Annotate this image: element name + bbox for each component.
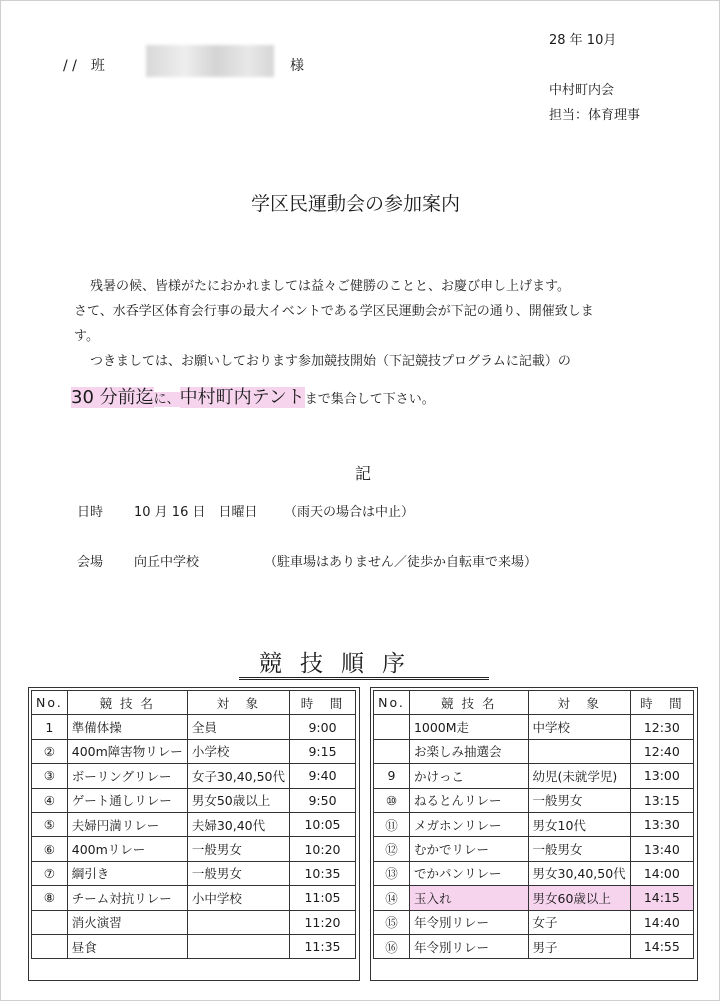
table-row	[374, 788, 694, 812]
table-row	[32, 715, 356, 739]
event-target: 女子30,40,50代	[187, 764, 289, 788]
event-no: ⑫	[374, 837, 410, 861]
event-name: 玉入れ	[409, 886, 528, 910]
venue-label: 会場	[77, 555, 104, 570]
event-target: 全員	[187, 715, 289, 739]
table-row	[374, 764, 694, 788]
table-header-row	[32, 691, 356, 715]
event-no: 1	[32, 715, 68, 739]
event-name: でかパンリレー	[409, 861, 528, 885]
header-no: No.	[374, 691, 410, 715]
event-time: 9:00	[289, 715, 355, 739]
event-target: 一般男女	[187, 837, 289, 861]
event-no: ⑪	[374, 812, 410, 836]
event-name: むかでリレー	[409, 837, 528, 861]
body-line-3: す。	[74, 329, 99, 344]
event-name: 1000M走	[409, 715, 528, 739]
program-title: 競技順序	[259, 651, 423, 677]
datetime-label: 日時	[77, 505, 104, 520]
redacted-name	[146, 45, 274, 77]
table-row	[32, 837, 356, 861]
venue-note: （駐車場はありません／徒歩か自転車で来場）	[264, 555, 538, 570]
event-no: ⑧	[32, 886, 68, 910]
table-row	[32, 910, 356, 934]
event-name: ゲート通しリレー	[67, 788, 187, 812]
table-row	[32, 861, 356, 885]
event-no: ⑤	[32, 812, 68, 836]
highlight-connector: に、	[153, 392, 180, 407]
contact-person: 担当：体育理事	[549, 108, 641, 123]
event-time: 11:05	[289, 886, 355, 910]
header-time: 時 間	[289, 691, 355, 715]
program-title-underline	[239, 677, 489, 680]
header-time: 時 間	[630, 691, 693, 715]
table-row	[32, 812, 356, 836]
event-target: 一般男女	[528, 788, 630, 812]
sender-name: 中村町内会	[549, 83, 615, 98]
event-no: ⑭	[374, 886, 410, 910]
event-target: 小学校	[187, 739, 289, 763]
event-name: 400mリレー	[67, 837, 187, 861]
event-name: 夫婦円満リレー	[67, 812, 187, 836]
table-row	[374, 934, 694, 958]
event-target: 幼児(未就学児)	[528, 764, 630, 788]
event-target: 一般男女	[187, 861, 289, 885]
highlight-place: 中村町内テント	[179, 387, 305, 408]
event-time: 13:40	[630, 837, 693, 861]
highlight-time: 30 分前迄	[71, 387, 154, 408]
event-name: 年令別リレー	[409, 934, 528, 958]
event-time: 11:20	[289, 910, 355, 934]
table-row-highlighted	[374, 886, 694, 910]
event-time: 14:15	[630, 886, 693, 910]
body-line-1: 残暑の候、皆様がたにおかれましては益々ご健勝のことと、お慶び申し上げます。	[90, 279, 570, 294]
table-row	[374, 715, 694, 739]
event-target: 男女60歳以上	[528, 886, 630, 910]
table-row	[374, 861, 694, 885]
event-no: ②	[32, 739, 68, 763]
table-row	[374, 739, 694, 763]
event-no: 9	[374, 764, 410, 788]
event-name: お楽しみ抽選会	[409, 739, 528, 763]
event-name: メガホンリレー	[409, 812, 528, 836]
event-name: ねるとんリレー	[409, 788, 528, 812]
event-time: 14:55	[630, 934, 693, 958]
event-time: 13:30	[630, 812, 693, 836]
venue-value: 向丘中学校	[134, 555, 200, 570]
datetime-value: 10 月 16 日 日曜日	[134, 505, 258, 520]
addressee-prefix: / / 班	[63, 58, 105, 74]
event-time: 12:40	[630, 739, 693, 763]
event-no: ⑮	[374, 910, 410, 934]
event-time: 10:35	[289, 861, 355, 885]
event-name: 年令別リレー	[409, 910, 528, 934]
table-row	[32, 739, 356, 763]
program-table-left	[31, 690, 356, 959]
event-target: 中学校	[528, 715, 630, 739]
event-time: 10:20	[289, 837, 355, 861]
event-no	[374, 739, 410, 763]
event-time: 10:05	[289, 812, 355, 836]
event-no: ⑬	[374, 861, 410, 885]
datetime-note: （雨天の場合は中止）	[284, 505, 415, 520]
event-no: ⑦	[32, 861, 68, 885]
body-line-5	[71, 383, 435, 409]
event-target: 夫婦30,40代	[187, 812, 289, 836]
body-line-5-tail: まで集合して下さい。	[304, 392, 435, 407]
event-time: 9:40	[289, 764, 355, 788]
header-event: 競 技 名	[409, 691, 528, 715]
event-target	[187, 934, 289, 958]
event-time: 9:15	[289, 739, 355, 763]
event-target: 女子	[528, 910, 630, 934]
header-target: 対 象	[187, 691, 289, 715]
addressee-suffix: 様	[290, 58, 304, 74]
event-time: 14:00	[630, 861, 693, 885]
program-table-right	[373, 690, 694, 959]
event-no	[32, 910, 68, 934]
event-name: 綱引き	[67, 861, 187, 885]
table-row	[32, 886, 356, 910]
header-event: 競 技 名	[67, 691, 187, 715]
table-row	[32, 788, 356, 812]
event-target: 男女30,40,50代	[528, 861, 630, 885]
event-no: ⑩	[374, 788, 410, 812]
event-name: 消火演習	[67, 910, 187, 934]
table-row	[32, 764, 356, 788]
event-name: 昼食	[67, 934, 187, 958]
event-name: チーム対抗リレー	[67, 886, 187, 910]
table-header-row	[374, 691, 694, 715]
event-no	[32, 934, 68, 958]
event-no: ③	[32, 764, 68, 788]
event-name: 400m障害物リレー	[67, 739, 187, 763]
event-target	[528, 739, 630, 763]
table-row	[32, 934, 356, 958]
body-line-2: さて、水呑学区体育会行事の最大イベントである学区民運動会が下記の通り、開催致しま	[74, 304, 594, 319]
body-line-4: つきましては、お願いしております参加競技開始（下記競技プログラムに記載）の	[90, 354, 571, 369]
event-no	[374, 715, 410, 739]
event-target: 一般男女	[528, 837, 630, 861]
event-time: 12:30	[630, 715, 693, 739]
event-target: 男女10代	[528, 812, 630, 836]
document-date: 28 年 10月	[549, 33, 617, 48]
event-time: 13:00	[630, 764, 693, 788]
event-target: 男女50歳以上	[187, 788, 289, 812]
event-no: ⑯	[374, 934, 410, 958]
event-time: 11:35	[289, 934, 355, 958]
header-target: 対 象	[528, 691, 630, 715]
table-row	[374, 910, 694, 934]
event-target: 男子	[528, 934, 630, 958]
document-title: 学区民運動会の参加案内	[251, 193, 461, 215]
event-time: 9:50	[289, 788, 355, 812]
event-time: 14:40	[630, 910, 693, 934]
event-name: ボーリングリレー	[67, 764, 187, 788]
event-name: かけっこ	[409, 764, 528, 788]
table-row	[374, 812, 694, 836]
event-target: 小中学校	[187, 886, 289, 910]
event-no: ⑥	[32, 837, 68, 861]
ki-heading: 記	[355, 464, 372, 483]
table-row	[374, 837, 694, 861]
header-no: No.	[32, 691, 68, 715]
event-target	[187, 910, 289, 934]
event-name: 準備体操	[67, 715, 187, 739]
event-no: ④	[32, 788, 68, 812]
event-time: 13:15	[630, 788, 693, 812]
